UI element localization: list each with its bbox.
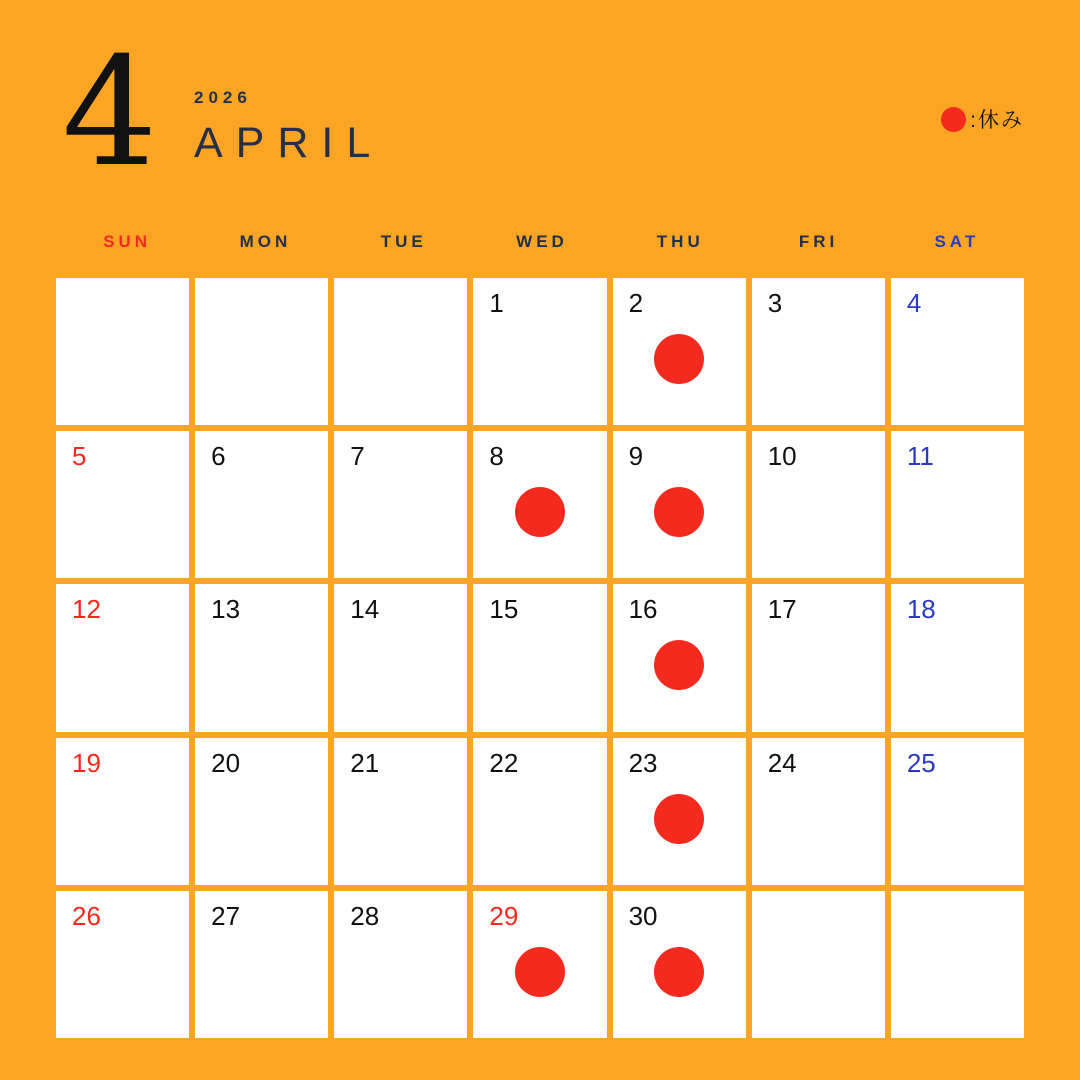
weekday-label-sat: SAT (934, 232, 980, 251)
calendar-day-cell[interactable] (473, 584, 606, 731)
day-number: 12 (72, 594, 101, 625)
holiday-dot-icon (654, 487, 704, 537)
calendar-day-cell[interactable] (613, 431, 746, 578)
calendar-day-cell[interactable] (195, 738, 328, 885)
calendar-day-cell[interactable] (891, 431, 1024, 578)
calendar-cell-empty (891, 891, 1024, 1038)
calendar-day-cell[interactable] (56, 584, 189, 731)
calendar-day-cell[interactable] (334, 891, 467, 1038)
weekday-label-mon: MON (239, 232, 292, 251)
day-number: 11 (906, 441, 934, 472)
calendar-header (56, 26, 1024, 200)
year-label: 2026 (194, 88, 252, 107)
calendar-day-cell[interactable] (334, 738, 467, 885)
day-number: 19 (72, 747, 101, 778)
day-number: 3 (767, 288, 783, 318)
day-number: 1 (489, 288, 504, 318)
month-name-label: APRIL (194, 119, 384, 167)
day-number: 4 (906, 288, 922, 318)
day-number: 25 (906, 747, 936, 778)
day-number: 14 (350, 594, 380, 625)
weekday-label-fri: FRI (798, 232, 839, 251)
day-number: 22 (489, 747, 519, 778)
calendar-day-cell[interactable] (752, 278, 885, 425)
calendar-cell-empty (752, 891, 885, 1038)
day-number: 23 (628, 747, 658, 778)
weekday-header-row (56, 232, 1024, 252)
day-number: 29 (489, 900, 519, 931)
calendar-day-cell[interactable] (891, 738, 1024, 885)
day-number: 5 (72, 441, 87, 472)
day-number: 24 (767, 747, 797, 778)
day-number: 10 (767, 441, 797, 472)
calendar-day-cell[interactable] (334, 431, 467, 578)
day-number: 9 (628, 441, 644, 472)
calendar-day-cell[interactable] (752, 584, 885, 731)
day-number: 15 (489, 594, 519, 625)
holiday-dot-icon (515, 947, 565, 997)
calendar-day-cell[interactable] (195, 584, 328, 731)
calendar-day-cell[interactable] (473, 891, 606, 1038)
weekday-label-thu: THU (656, 232, 704, 251)
calendar-cell-empty (195, 278, 328, 425)
day-number: 21 (350, 747, 380, 778)
calendar-cell-empty (334, 278, 467, 425)
legend-label: :休み (970, 109, 1024, 132)
calendar-day-cell[interactable] (613, 738, 746, 885)
holiday-dot-icon (515, 487, 565, 537)
day-number: 30 (628, 900, 658, 931)
calendar-day-cell[interactable] (56, 431, 189, 578)
red-circle-icon (941, 107, 966, 132)
month-number: 4 (62, 26, 156, 200)
calendar-cell-empty (56, 278, 189, 425)
calendar-day-cell[interactable] (56, 738, 189, 885)
holiday-dot-icon (654, 640, 704, 690)
day-number: 2 (628, 288, 644, 318)
day-number: 28 (350, 900, 380, 931)
day-number: 20 (211, 747, 241, 778)
calendar-day-cell[interactable] (473, 738, 606, 885)
calendar-day-cell[interactable] (891, 584, 1024, 731)
weekday-label-sun: SUN (103, 232, 152, 251)
day-number: 6 (211, 441, 226, 472)
calendar-day-cell[interactable] (891, 278, 1024, 425)
calendar-day-cell[interactable] (195, 431, 328, 578)
calendar-day-cell[interactable] (334, 584, 467, 731)
weekday-label-tue: TUE (380, 232, 427, 251)
calendar-day-cell[interactable] (195, 891, 328, 1038)
calendar-day-cell[interactable] (613, 891, 746, 1038)
calendar-day-cell[interactable] (473, 278, 606, 425)
legend (941, 104, 1024, 134)
calendar-day-cell[interactable] (613, 278, 746, 425)
calendar-day-cell[interactable] (752, 431, 885, 578)
holiday-dot-icon (654, 334, 704, 384)
day-number: 18 (906, 594, 936, 625)
day-number: 8 (489, 441, 504, 472)
day-number: 26 (72, 900, 101, 931)
day-number: 7 (350, 441, 365, 472)
calendar-day-cell[interactable] (752, 738, 885, 885)
holiday-dot-icon (654, 947, 704, 997)
title-block (194, 88, 383, 165)
calendar-day-cell[interactable] (613, 584, 746, 731)
calendar-day-cell[interactable] (56, 891, 189, 1038)
calendar-day-cell[interactable] (473, 431, 606, 578)
day-number: 16 (628, 594, 658, 625)
holiday-dot-icon (654, 794, 704, 844)
weekday-label-wed: WED (516, 232, 568, 251)
day-number: 17 (767, 594, 797, 625)
calendar-grid (56, 278, 1024, 1038)
day-number: 27 (211, 900, 241, 931)
day-number: 13 (211, 594, 241, 625)
